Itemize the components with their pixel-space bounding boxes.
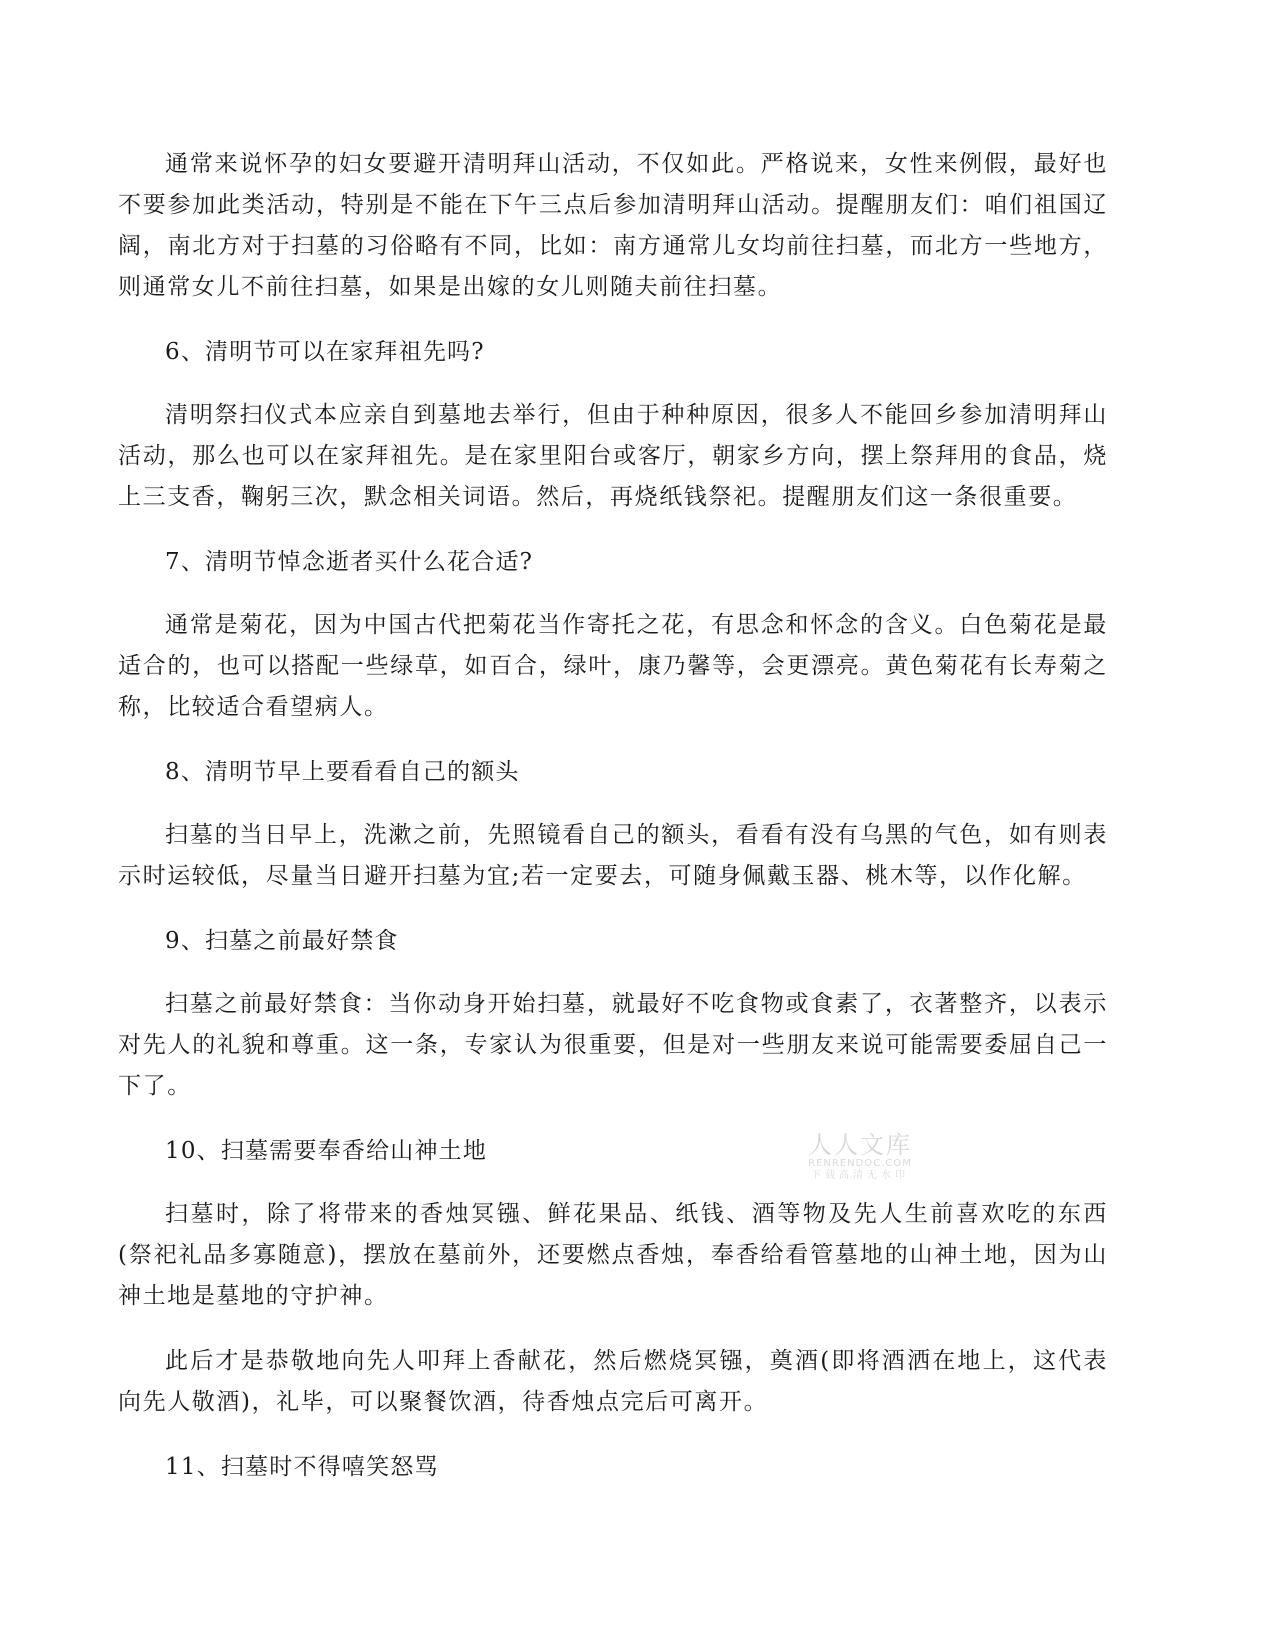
section-heading-8: 8、清明节早上要看看自己的额头 xyxy=(165,759,520,785)
section-heading-11: 11、扫墓时不得嘻笑怒骂 xyxy=(165,1454,439,1480)
section-heading-7: 7、清明节悼念逝者买什么花合适? xyxy=(165,549,534,575)
paragraph-flowers: 通常是菊花，因为中国古代把菊花当作寄托之花，有思念和怀念的含义。白色菊花是最适合的，也可以搭配一些绿草，如百合，绿叶，康乃馨等，会更漂亮。黄色菊花有长寿菊之称，比较适合看望病人。 xyxy=(118,612,1108,720)
section-heading-6: 6、清明节可以在家拜祖先吗? xyxy=(165,339,485,365)
watermark-subtitle: 下载高清无水印 xyxy=(811,1170,909,1181)
section-heading-10: 10、扫墓需要奉香给山神土地 xyxy=(165,1138,488,1164)
paragraph-fasting: 扫墓之前最好禁食：当你动身开始扫墓，就最好不吃食物或食素了，衣著整齐，以表示对先人的礼貌和尊重。这一条，专家认为很重要，但是对一些朋友来说可能需要委屈自己一下了。 xyxy=(118,991,1108,1099)
paragraph-pregnancy-note: 通常来说怀孕的妇女要避开清明拜山活动，不仅如此。严格说来，女性来例假，最好也不要参加此类活动，特别是不能在下午三点后参加清明拜山活动。提醒朋友们：咱们祖国辽阔，南北方对于扫墓的习俗略有不同，比如：南方通常儿女均前往扫墓，而北方一些地方，则通常女儿不前往扫墓，如果是出嫁的女儿则随夫前往扫墓。 xyxy=(118,151,1108,300)
paragraph-after-worship: 此后才是恭敬地向先人叩拜上香献花，然后燃烧冥镪，奠酒(即将酒洒在地上，这代表向先人敬酒)，礼毕，可以聚餐饮酒，待香烛点完后可离开。 xyxy=(118,1348,1108,1415)
document-body xyxy=(118,144,1108,1510)
watermark-logo-text: 人人文库 xyxy=(808,1131,912,1159)
section-heading-9: 9、扫墓之前最好禁食 xyxy=(165,928,399,954)
paragraph-forehead: 扫墓的当日早上，洗漱之前，先照镜看自己的额头，看看有没有乌黑的气色，如有则表示时运较低，尽量当日避开扫墓为宜;若一定要去，可随身佩戴玉器、桃木等，以作化解。 xyxy=(118,822,1108,889)
paragraph-home-worship: 清明祭扫仪式本应亲自到墓地去举行，但由于种种原因，很多人不能回乡参加清明拜山活动，那么也可以在家拜祖先。是在家里阳台或客厅，朝家乡方向，摆上祭拜用的食品，烧上三支香，鞠躬三次，默念相关词语。然后，再烧纸钱祭祀。提醒朋友们这一条很重要。 xyxy=(118,402,1108,510)
paragraph-incense: 扫墓时，除了将带来的香烛冥镪、鲜花果品、纸钱、酒等物及先人生前喜欢吃的东西(祭祀礼品多寡随意)，摆放在墓前外，还要燃点香烛，奉香给看管墓地的山神土地，因为山神土地是墓地的守护神。 xyxy=(118,1201,1108,1309)
watermark-url: RENRENDOC.COM xyxy=(808,1158,912,1169)
